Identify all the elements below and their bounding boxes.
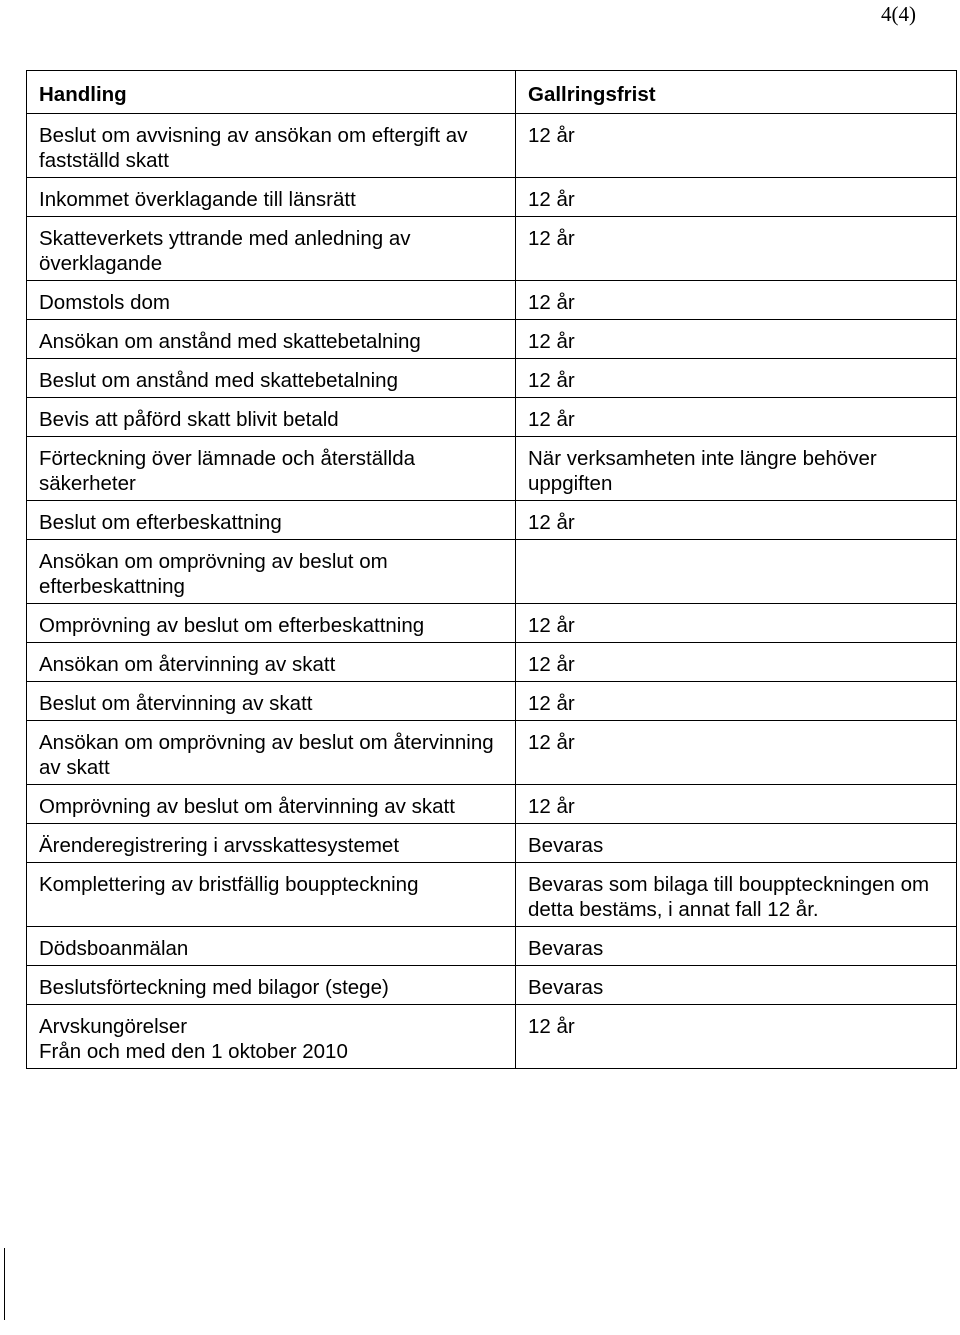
cell-gallringsfrist xyxy=(516,540,957,604)
handling-text: Domstols dom xyxy=(39,291,171,314)
table-row xyxy=(27,643,957,682)
cell-handling xyxy=(27,398,516,437)
cell-handling xyxy=(27,540,516,604)
table-row xyxy=(27,863,957,927)
handling-text: Omprövning av beslut om efterbeskattning xyxy=(39,614,425,637)
cell-gallringsfrist xyxy=(516,721,957,785)
handling-text: Omprövning av beslut om återvinning av skatt xyxy=(39,795,455,818)
handling-text: Beslut om avvisning av ansökan om eftergift av fastställd skatt xyxy=(39,124,468,172)
frist-text: När verksamheten inte längre behöver uppgiften xyxy=(528,447,877,495)
table-row xyxy=(27,540,957,604)
handling-text: Arvskungörelser Från och med den 1 oktober 2010 xyxy=(39,1015,348,1063)
frist-text: 12 år xyxy=(528,408,575,431)
cell-handling xyxy=(27,966,516,1005)
cell-handling xyxy=(27,604,516,643)
header-gallringsfrist: Gallringsfrist xyxy=(516,71,957,114)
cell-gallringsfrist xyxy=(516,217,957,281)
gallring-table xyxy=(26,70,957,1069)
frist-text: Bevaras xyxy=(528,976,604,999)
handling-text: Ansökan om omprövning av beslut om efterbeskattning xyxy=(39,550,388,598)
table-header-row xyxy=(27,71,957,114)
frist-text: 12 år xyxy=(528,188,575,211)
frist-text: 12 år xyxy=(528,291,575,314)
table-row xyxy=(27,501,957,540)
handling-text: Ansökan om anstånd med skattebetalning xyxy=(39,330,421,353)
cell-gallringsfrist xyxy=(516,824,957,863)
handling-text: Skatteverkets yttrande med anledning av överklagande xyxy=(39,227,411,275)
cell-gallringsfrist xyxy=(516,1005,957,1069)
cell-handling xyxy=(27,437,516,501)
frist-text: 12 år xyxy=(528,124,575,147)
frist-text: 12 år xyxy=(528,369,575,392)
handling-text: Beslutsförteckning med bilagor (stege) xyxy=(39,976,389,999)
table-row xyxy=(27,437,957,501)
cell-handling xyxy=(27,1005,516,1069)
handling-text: Komplettering av bristfällig bouppteckning xyxy=(39,873,419,896)
frist-text: 12 år xyxy=(528,1015,575,1038)
cell-gallringsfrist xyxy=(516,966,957,1005)
cell-handling xyxy=(27,863,516,927)
cell-gallringsfrist xyxy=(516,437,957,501)
handling-text: Dödsboanmälan xyxy=(39,937,189,960)
cell-handling xyxy=(27,721,516,785)
frist-text: Bevaras xyxy=(528,834,604,857)
table-row xyxy=(27,281,957,320)
table-row xyxy=(27,721,957,785)
cell-gallringsfrist xyxy=(516,320,957,359)
handling-text: Inkommet överklagande till länsrätt xyxy=(39,188,356,211)
cell-gallringsfrist xyxy=(516,863,957,927)
handling-text: Ärenderegistrering i arvsskattesystemet xyxy=(39,834,400,857)
cell-gallringsfrist xyxy=(516,643,957,682)
table-row xyxy=(27,927,957,966)
table-row xyxy=(27,1005,957,1069)
frist-text: 12 år xyxy=(528,653,575,676)
page-number: 4(4) xyxy=(881,2,916,26)
header-handling: Handling xyxy=(27,71,516,114)
cell-handling xyxy=(27,927,516,966)
cell-handling xyxy=(27,682,516,721)
cell-gallringsfrist xyxy=(516,682,957,721)
table-row xyxy=(27,178,957,217)
handling-text: Ansökan om återvinning av skatt xyxy=(39,653,336,676)
frist-text: 12 år xyxy=(528,795,575,818)
frist-text: Bevaras xyxy=(528,937,604,960)
cell-handling xyxy=(27,281,516,320)
cell-handling xyxy=(27,359,516,398)
cell-gallringsfrist xyxy=(516,927,957,966)
cell-handling xyxy=(27,643,516,682)
frist-text: 12 år xyxy=(528,731,575,754)
table-row xyxy=(27,682,957,721)
cell-gallringsfrist xyxy=(516,604,957,643)
cell-handling xyxy=(27,320,516,359)
handling-text: Beslut om återvinning av skatt xyxy=(39,692,313,715)
table-row xyxy=(27,398,957,437)
cell-handling xyxy=(27,217,516,281)
frist-text: 12 år xyxy=(528,614,575,637)
handling-text: Ansökan om omprövning av beslut om återvinning av skatt xyxy=(39,731,494,779)
cell-gallringsfrist xyxy=(516,359,957,398)
cell-gallringsfrist xyxy=(516,178,957,217)
cell-handling xyxy=(27,785,516,824)
handling-text: Beslut om anstånd med skattebetalning xyxy=(39,369,398,392)
frist-text: 12 år xyxy=(528,330,575,353)
frist-text: 12 år xyxy=(528,511,575,534)
table-row xyxy=(27,359,957,398)
cell-gallringsfrist xyxy=(516,398,957,437)
table-row xyxy=(27,114,957,178)
table-row xyxy=(27,824,957,863)
cell-handling xyxy=(27,501,516,540)
cell-handling xyxy=(27,114,516,178)
handling-text: Förteckning över lämnade och återställda säkerheter xyxy=(39,447,416,495)
handling-text: Bevis att påförd skatt blivit betald xyxy=(39,408,339,431)
cell-gallringsfrist xyxy=(516,501,957,540)
frist-text: 12 år xyxy=(528,227,575,250)
margin-change-bar xyxy=(4,1248,5,1320)
frist-text: 12 år xyxy=(528,692,575,715)
table-row xyxy=(27,604,957,643)
table-row xyxy=(27,785,957,824)
frist-text: Bevaras som bilaga till bouppteckningen om detta bestäms, i annat fall 12 år. xyxy=(528,873,930,921)
cell-gallringsfrist xyxy=(516,281,957,320)
cell-handling xyxy=(27,178,516,217)
cell-handling xyxy=(27,824,516,863)
handling-text: Beslut om efterbeskattning xyxy=(39,511,282,534)
cell-gallringsfrist xyxy=(516,114,957,178)
table-row xyxy=(27,320,957,359)
cell-gallringsfrist xyxy=(516,785,957,824)
table-row xyxy=(27,966,957,1005)
table-row xyxy=(27,217,957,281)
